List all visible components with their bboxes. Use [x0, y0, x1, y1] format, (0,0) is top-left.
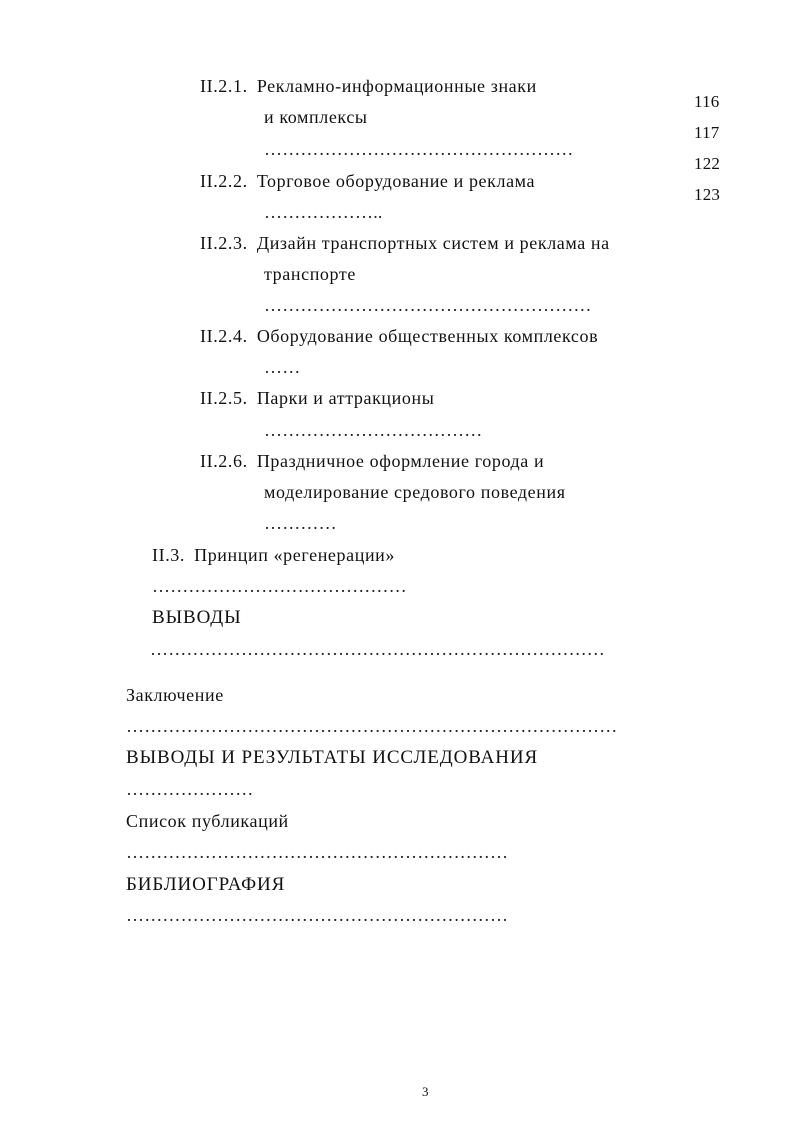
- toc-leader-dots: …………………: [126, 779, 254, 799]
- toc-title: Принцип «регенерации»: [194, 545, 396, 565]
- toc-number: II.2.5.: [200, 388, 248, 408]
- toc-number: II.3.: [152, 545, 185, 565]
- toc-number: II.2.6.: [200, 451, 248, 471]
- toc-entry-2-2-4: [200, 327, 598, 345]
- toc-leader-dots: …………………………………………………………………: [150, 639, 605, 659]
- toc-entry-2-2-1: [200, 77, 537, 95]
- toc-page-number: 123: [694, 185, 721, 204]
- toc-page-number: 117: [694, 123, 720, 142]
- toc-number: II.2.4.: [200, 326, 248, 346]
- toc-title-continuation: и комплексы: [264, 107, 368, 127]
- toc-leader-dots: ……………………………………………: [264, 139, 574, 159]
- toc-title: Рекламно-информационные знаки: [256, 76, 537, 96]
- toc-page-number: 122: [694, 154, 721, 173]
- toc-entry-2-2-5: [200, 389, 434, 407]
- toc-title: Праздничное оформление города и: [256, 451, 545, 471]
- toc-heading-conclusions: ВЫВОДЫ: [152, 607, 242, 628]
- page-number: 3: [422, 1084, 430, 1099]
- toc-leader-dots: ………………………………………………………: [126, 842, 509, 862]
- toc-number: II.2.2.: [200, 171, 248, 191]
- toc-title-continuation: транспорте: [264, 264, 356, 284]
- toc-leader-dots: ………………………………………………………: [126, 905, 509, 925]
- toc-page-number: 116: [694, 92, 720, 111]
- toc-title: Парки и аттракционы: [256, 388, 435, 408]
- toc-leader-dots: ………………..: [264, 202, 383, 222]
- toc-entry-2-2-6: [200, 452, 544, 470]
- toc-leader-dots: ……: [264, 357, 301, 377]
- toc-title: Торговое оборудование и реклама: [256, 171, 536, 191]
- toc-heading-conclusion: Заключение: [126, 685, 224, 705]
- toc-number: II.2.3.: [200, 233, 248, 253]
- toc-leader-dots: ………………………………: [264, 420, 483, 440]
- toc-number: II.2.1.: [200, 76, 248, 96]
- toc-heading-publications: Список публикаций: [126, 811, 289, 831]
- toc-title: Оборудование общественных комплексов: [256, 326, 599, 346]
- toc-leader-dots: ………………………………………………: [264, 295, 592, 315]
- toc-title-continuation: моделирование средового поведения: [264, 482, 566, 502]
- toc-heading-bibliography: БИБЛИОГРАФИЯ: [126, 874, 286, 895]
- toc-title: Дизайн транспортных систем и реклама на: [256, 233, 610, 253]
- toc-leader-dots: …………: [264, 513, 337, 533]
- toc-entry-2-3: [152, 546, 395, 564]
- toc-leader-dots: ………………………………………………………………………: [126, 716, 618, 736]
- toc-entry-2-2-2: [200, 172, 535, 190]
- toc-leader-dots: ……………………………………: [152, 576, 407, 596]
- toc-entry-2-2-3: [200, 234, 610, 252]
- toc-heading-results: ВЫВОДЫ И РЕЗУЛЬТАТЫ ИССЛЕДОВАНИЯ: [126, 747, 539, 768]
